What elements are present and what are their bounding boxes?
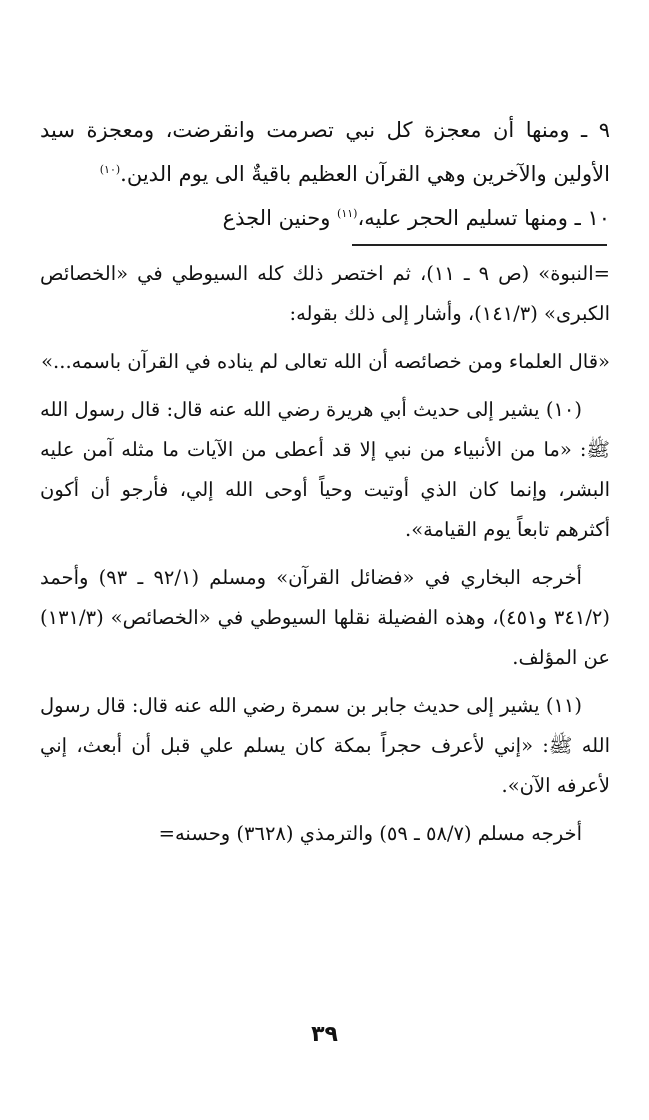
main-paragraph-10-text-b: وحنين الجذع [222, 206, 338, 230]
footnote-11 [40, 686, 610, 806]
footnote-ref-11: (١١) [337, 207, 358, 220]
footnote-11-text: (١١) يشير إلى حديث جابر بن سمرة رضي الله عنه قال: قال رسول الله ﷺ: «إني لأعرف حجراً بمكة كان يسلم علي قبل أن أبعث، إني لأعرفه الآن». [40, 694, 610, 797]
page-body [40, 108, 610, 854]
main-paragraph-10 [40, 196, 610, 240]
main-paragraph-9-text: ٩ ـ ومنها أن معجزة كل نبي تصرمت وانقرضت، ومعجزة سيد الأولين والآخرين وهي القرآن العظيم باقيةٌ الى يوم الدين. [40, 118, 610, 186]
footnote-ref-10: (١٠) [99, 163, 121, 176]
footnote-11-source-text: أخرجه مسلم (٥٨/٧ ـ ٥٩) والترمذي (٣٦٢٨) وحسنه= [158, 822, 582, 845]
footnote-10-text: (١٠) يشير إلى حديث أبي هريرة رضي الله عنه قال: قال رسول الله ﷺ: «ما من الأنبياء من نبي إلا قد أعطى من الآيات ما مثله آمن عليه البشر، وإنما كان الذي أوتيت وحياً أوحى الله إلي، فأرجو أن أكون أكثرهم تابعاً يوم القيامة». [40, 398, 610, 541]
footnote-separator-line [352, 244, 607, 246]
footnote-11-source [40, 814, 610, 854]
footnote-continuation-quote-text: «قال العلماء ومن خصائصه أن الله تعالى لم يناده في القرآن باسمه...» [41, 350, 610, 373]
main-paragraph-9 [40, 108, 610, 196]
footnote-continuation-text: =النبوة» (ص ٩ ـ ١١)، ثم اختصر ذلك كله السيوطي في «الخصائص الكبرى» (١٤١/٣)، وأشار إلى ذلك بقوله: [40, 262, 610, 325]
footnote-separator [40, 240, 610, 254]
page-number: ٣٩ [311, 1022, 338, 1047]
footnote-10-source [40, 558, 610, 678]
footnote-10 [40, 390, 610, 550]
main-text [40, 108, 610, 240]
footnote-continuation [40, 254, 610, 334]
footnote-10-source-text: أخرجه البخاري في «فضائل القرآن» ومسلم (٩٢/١ ـ ٩٣) وأحمد (٣٤١/٢ و٤٥١)، وهذه الفضيلة نقلها السيوطي في «الخصائص» (١٣١/٣) عن المؤلف. [40, 566, 610, 669]
footnotes [40, 254, 610, 854]
footnote-continuation-quote [40, 342, 610, 382]
main-paragraph-10-text-a: ١٠ ـ ومنها تسليم الحجر عليه، [357, 206, 610, 230]
